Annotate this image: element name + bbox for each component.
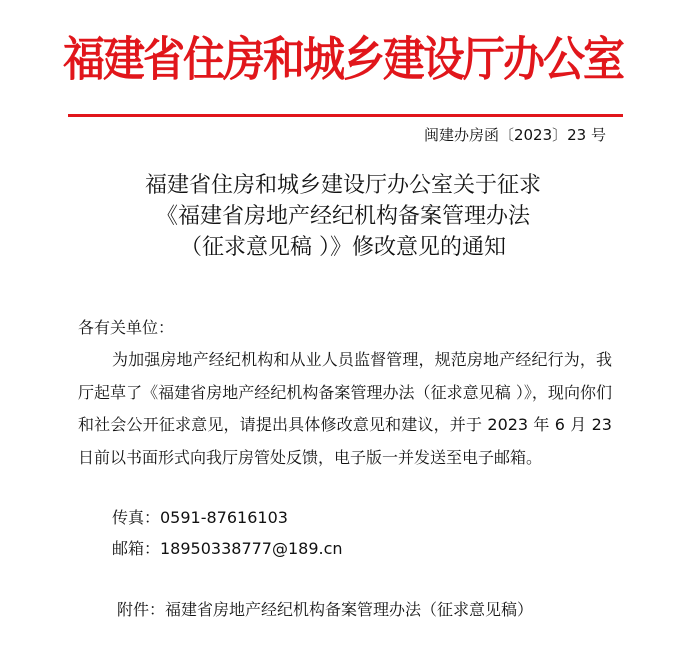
title-line-1: 福建省住房和城乡建设厅办公室关于征求 — [144, 173, 541, 198]
document-title — [0, 170, 686, 263]
email-line: 邮箱：18950338777@189.cn — [112, 539, 343, 558]
salutation: 各有关单位： — [78, 318, 175, 337]
title-line-3: （征求意见稿 ）》修改意见的通知 — [180, 235, 506, 260]
attachment-line: 附件：福建省房地产经纪机构备案管理办法（征求意见稿） — [117, 600, 534, 619]
red-header-rule — [68, 114, 623, 117]
issuing-organization-title: 福建省住房和城乡建设厅办公室 — [62, 32, 623, 87]
document-number: 闽建办房函〔2023〕23 号 — [423, 126, 606, 144]
fax-line: 传真：0591-87616103 — [112, 508, 288, 527]
body-paragraph: 为加强房地产经纪机构和从业人员监督管理，规范房地产经纪行为，我厅起草了《福建省房地产经纪机构备案管理办法（征求意见稿 ）》，现向你们和社会公开征求意见，请提出具体修改意见和建议，并于 2023 年 6 月 23 日前以书面形式向我厅房管处反馈，电子版一并发送至电子邮箱。 — [78, 350, 612, 467]
title-line-2: 《福建省房地产经纪机构备案管理办法 — [155, 204, 530, 229]
